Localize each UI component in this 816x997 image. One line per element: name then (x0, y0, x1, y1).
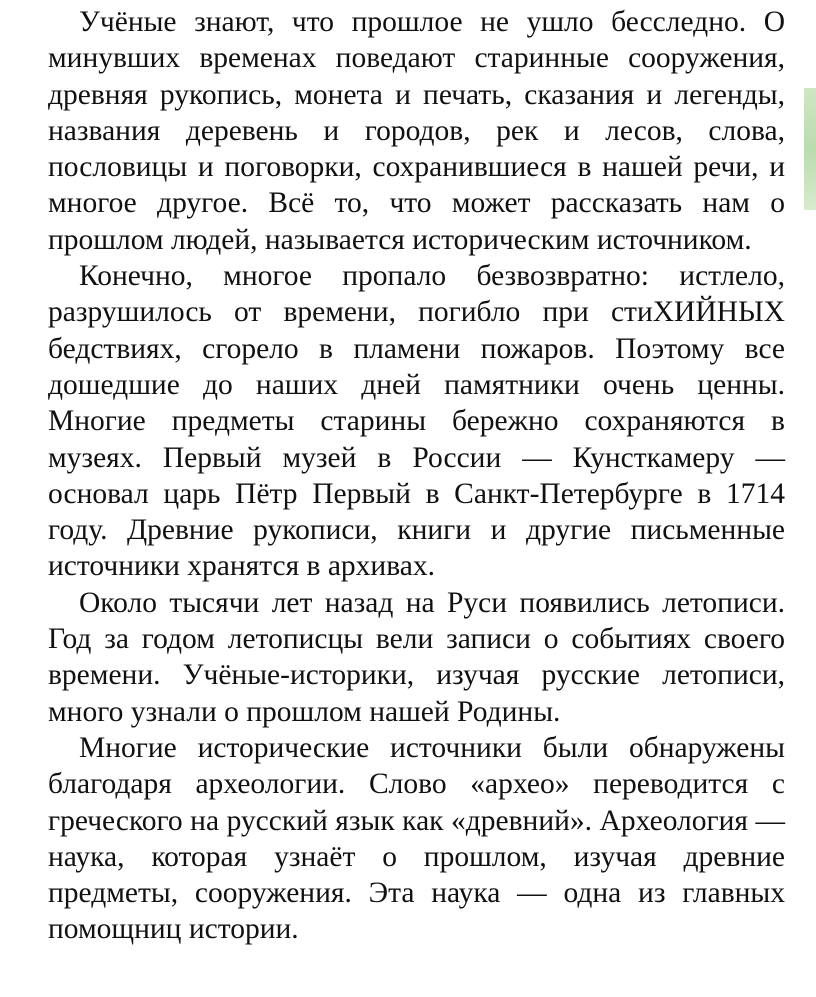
paragraph-museums-archives: Конечно, многое пропало безвозвратно: истлело, разрушилось от времени, погибло при стиХИЙНЫХ бедствиях, сгорело в пламени пожаров. Поэтому все дошедшие до наших дней памятники очень ценны. Многие предметы старины бережно сохраняются в музеях. Первый музей в России — Кунсткамеру — основал царь Пётр Первый в Санкт-Петербурге в 1714 году. Древние рукописи, книги и другие письменные источники хранятся в архивах. (48, 260, 785, 583)
document-text (48, 4, 785, 948)
paragraph-chronicles: Около тысячи лет назад на Руси появились летописи. Год за годом летописцы вели записи о событиях своего времени. Учёные-историки, изучая русские летописи, много узнали о прошлом нашей Родины. (48, 586, 785, 728)
paragraph-archaeology: Многие исторические источники были обнаружены благодаря археологии. Слово «архео» переводится с греческого на русский язык как «древний». Археология — наука, которая узнаёт о прошлом, изучая древние предметы, сооружения. Эта наука — одна из главных помощниц истории. (48, 731, 785, 946)
page-edge-decoration (804, 88, 816, 210)
paragraph-historical-sources: Учёные знают, что прошлое не ушло бесследно. О минувших временах поведают старинные сооружения, древняя рукопись, монета и печать, сказания и легенды, названия деревень и городов, рек и лесов, слова, пословицы и поговорки, сохранившиеся в нашей речи, и многое другое. Всё то, что может рассказать нам о прошлом людей, называется историческим источником. (48, 6, 785, 256)
